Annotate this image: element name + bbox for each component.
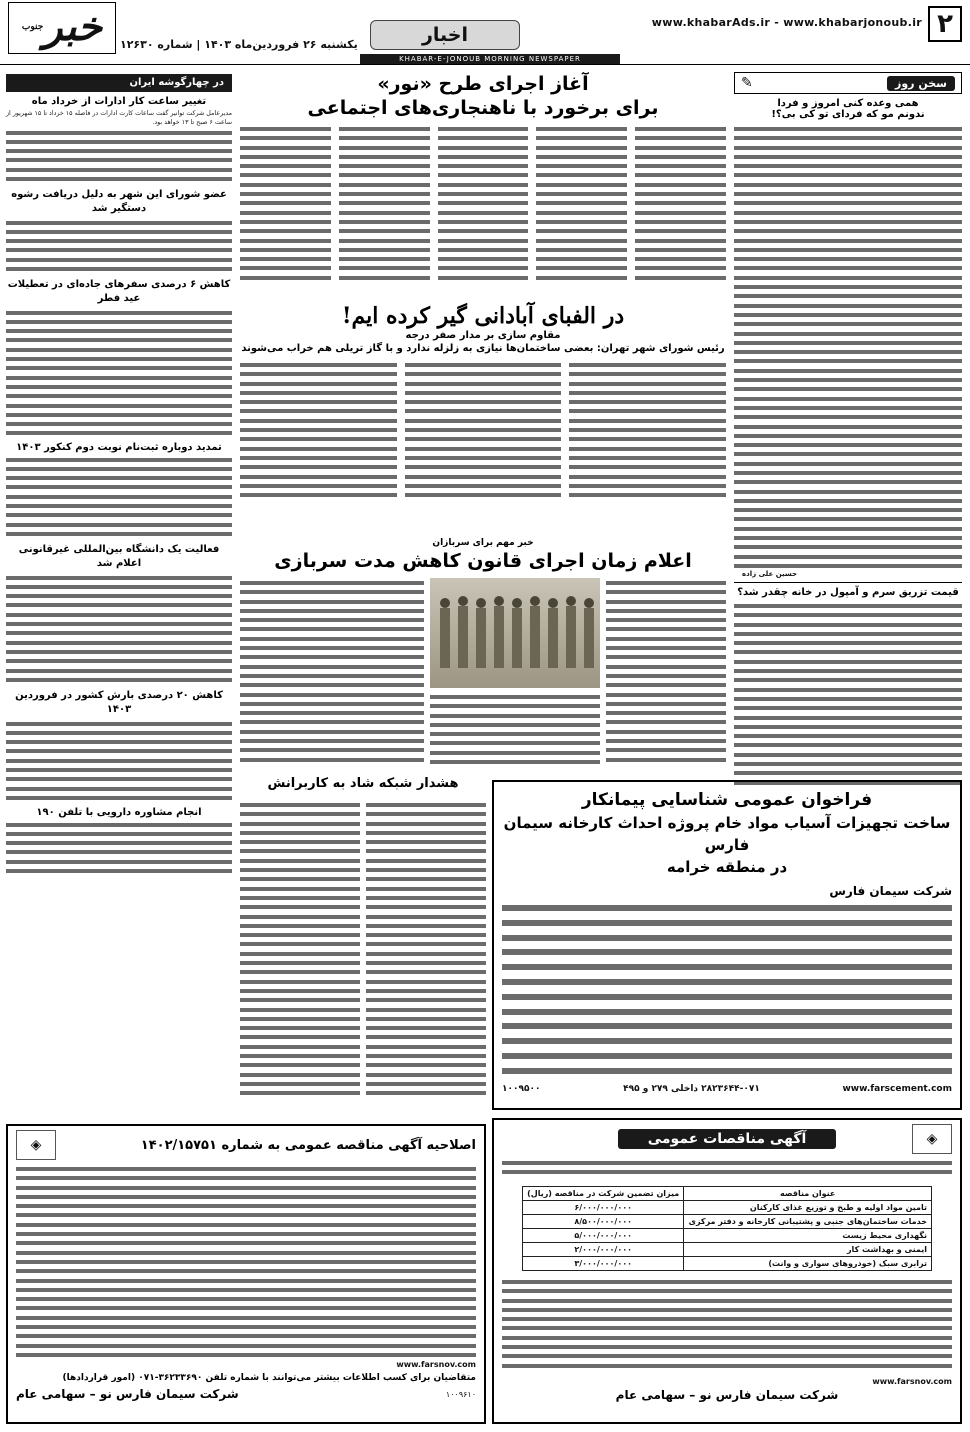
story-headline: اعلام زمان اجرای قانون کاهش مدت سربازی	[274, 550, 692, 572]
ad-website[interactable]: www.farsnov.com	[872, 1377, 952, 1386]
news-title: تغییر ساعت کار ادارات از خرداد ماه	[31, 96, 207, 107]
text-block	[6, 308, 232, 438]
editorial-label: سخن روز	[887, 76, 955, 91]
editorial-title-2: ندونم مو که فردای تو کی بی؟!	[771, 109, 925, 120]
ad-website[interactable]: www.farscement.com	[842, 1084, 952, 1094]
story-column	[366, 800, 486, 1100]
main-headline: آغاز اجرای طرح «نور»	[377, 73, 589, 95]
text-block	[6, 455, 232, 539]
main-headline-2: برای برخورد با ناهنجاری‌های اجتماعی	[307, 97, 659, 119]
news-title: کاهش ۶ درصدی سفرهای جاده‌ای در تعطیلات عید فطر	[7, 278, 231, 304]
website-links: www.khabarAds.ir - www.khabarjonoub.ir	[651, 16, 922, 29]
logo-text: خبر	[43, 3, 103, 50]
story-column	[405, 360, 562, 508]
tender-amount: ۶/۰۰۰/۰۰۰/۰۰۰	[523, 1201, 684, 1215]
cement-tender-ad	[492, 780, 962, 1110]
text-block	[6, 218, 232, 274]
correction-ad	[6, 1124, 486, 1424]
company-logo-icon: ◈	[912, 1124, 952, 1154]
story-column	[438, 124, 529, 284]
story-column	[536, 124, 627, 284]
text-block	[6, 573, 232, 685]
main-story	[240, 72, 726, 302]
story-column	[606, 578, 726, 768]
text-block	[6, 128, 232, 184]
story-kicker: خبر مهم برای سربازان	[432, 538, 534, 548]
news-title: کاهش ۲۰ درصدی بارش کشور در فروردین ۱۴۰۳	[15, 689, 223, 715]
table-row	[523, 1215, 932, 1229]
text-block	[6, 820, 232, 876]
news-body: مدیرعامل شرکت توانیر گفت ساعات کارت ادارات در فاصله ۱۵ خرداد تا ۱۵ شهریور از ساعت ۶ صبح تا ۱۳ خواهد بود.	[6, 110, 232, 127]
table-header: عنوان مناقصه	[684, 1187, 932, 1201]
story-subtitle: رئیس شورای شهر تهران: بعضی ساختمان‌ها نیازی به زلزله ندارد و با گاز تریلی هم خراب می‌شوند	[241, 343, 725, 354]
tender-name: خدمات ساختمان‌های جنبی و پشتیبانی کارخانه و دفتر مرکزی	[684, 1215, 932, 1229]
table-row	[523, 1229, 932, 1243]
text-block	[734, 601, 962, 787]
story-column	[430, 692, 600, 768]
news-title: قیمت تزریق سرم و آمپول در خانه چقدر شد؟	[737, 587, 959, 598]
section-label: اخبار	[370, 20, 520, 50]
story-alphabet	[240, 302, 726, 534]
tender-name: نگهداری محیط زیست	[684, 1229, 932, 1243]
photo-area	[430, 578, 600, 768]
column-title: در چهارگوشه ایران	[6, 74, 232, 92]
date-line: یکشنبه ۲۶ فروردین‌ماه ۱۴۰۳ | شماره ۱۲۶۳۰	[120, 38, 358, 51]
editorial-header	[734, 72, 962, 94]
iran-corners-column	[6, 74, 232, 818]
ad-body	[502, 1277, 952, 1377]
tender-amount: ۳/۰۰۰/۰۰۰/۰۰۰	[523, 1257, 684, 1271]
ad-website[interactable]: www.farsnov.com	[396, 1360, 476, 1369]
tenders-ad	[492, 1118, 962, 1424]
ad-title: اصلاحیه آگهی مناقصه عمومی به شماره ۱۴۰۲/۱۵۷۵۱	[140, 1137, 476, 1153]
news-title: انجام مشاوره دارویی با تلفن ۱۹۰	[36, 806, 202, 818]
company-logo-icon: ◈	[16, 1130, 56, 1160]
story-column	[240, 800, 360, 1100]
table-row	[523, 1201, 932, 1215]
ad-company: شرکت سیمان فارس	[829, 884, 952, 898]
story-column	[240, 360, 397, 508]
newspaper-logo	[8, 2, 116, 54]
ad-body	[502, 902, 952, 1080]
english-banner: KHABAR-E-JONOUB MORNING NEWSPAPER	[360, 54, 620, 64]
table-row	[523, 1243, 932, 1257]
ad-phone: ۲۸۲۳۶۴۴-۰۷۱ داخلی ۲۷۹ و ۴۹۵	[623, 1084, 760, 1094]
editorial-title: همی وعده کنی امروز و فردا	[777, 98, 919, 109]
tender-name: تامین مواد اولیه و طبخ و توزیع غذای کارکنان	[684, 1201, 932, 1215]
story-column	[240, 124, 331, 284]
story-column	[240, 578, 424, 768]
ad-intro	[502, 1158, 952, 1182]
tender-amount: ۵/۰۰۰/۰۰۰/۰۰۰	[523, 1229, 684, 1243]
editorial-body	[734, 124, 962, 570]
story-column	[339, 124, 430, 284]
page-header	[0, 0, 970, 62]
soldiers-photo	[430, 578, 600, 688]
story-kicker: مقاوم سازی بر مدار صفر درجه	[405, 330, 561, 341]
table-header: میزان تضمین شرکت در مناقصه (ریال)	[523, 1187, 684, 1201]
ad-code: ۱۰۰۹۶۱۰	[445, 1389, 476, 1399]
ad-footer: شرکت سیمان فارس نو – سهامی عام	[16, 1387, 239, 1401]
ad-subtitle-2: در منطقه خرامه	[666, 858, 788, 876]
story-shad-body	[240, 800, 486, 1100]
story-military	[240, 538, 726, 770]
story-column	[635, 124, 726, 284]
pen-icon: ✎	[741, 75, 753, 91]
text-block	[6, 719, 232, 803]
ad-footer: شرکت سیمان فارس نو – سهامی عام	[615, 1388, 839, 1402]
story-headline: در الفبای آبادانی گیر کرده ایم!	[341, 303, 625, 329]
story-column	[569, 360, 726, 508]
soldiers-image	[430, 578, 600, 688]
tender-name: ایمنی و بهداشت کار	[684, 1243, 932, 1257]
tenders-table	[522, 1186, 932, 1271]
ad-code: ۱۰۰۹۵۰۰	[502, 1084, 541, 1094]
ad-phone-line: متقاضیان برای کسب اطلاعات بیشتر می‌توانند با شماره تلفن ۳۶۲۳۳۶۹۰-۰۷۱ (امور قراردادها)	[62, 1373, 476, 1383]
news-title: عضو شورای این شهر به دلیل دریافت رشوه دستگیر شد	[11, 188, 227, 214]
editorial-author: حسین علی زاده	[742, 570, 798, 578]
ad-title: فراخوان عمومی شناسایی پیمانکار	[581, 790, 873, 810]
editorial-column	[734, 72, 962, 812]
tender-amount: ۸/۵۰۰/۰۰۰/۰۰۰	[523, 1215, 684, 1229]
news-title: فعالیت یک دانشگاه بین‌المللی غیرقانونی اعلام شد	[18, 543, 220, 569]
logo-subtext: جنوب	[21, 22, 44, 32]
page-number: ۲	[928, 6, 962, 42]
ad-title: آگهی مناقصات عمومی	[618, 1129, 837, 1149]
ad-subtitle: ساخت تجهیزات آسیاب مواد خام پروژه احداث کارخانه سیمان فارس	[503, 814, 951, 854]
table-row	[523, 1257, 932, 1271]
ad-body	[16, 1164, 476, 1360]
tender-name: ترابری سبک (خودروهای سواری و وانت)	[684, 1257, 932, 1271]
tender-amount: ۲/۰۰۰/۰۰۰/۰۰۰	[523, 1243, 684, 1257]
news-title: تمدید دوباره ثبت‌نام نوبت دوم کنکور ۱۴۰۳	[16, 441, 222, 453]
story-headline: هشدار شبکه شاد به کاربرانش	[267, 776, 459, 791]
